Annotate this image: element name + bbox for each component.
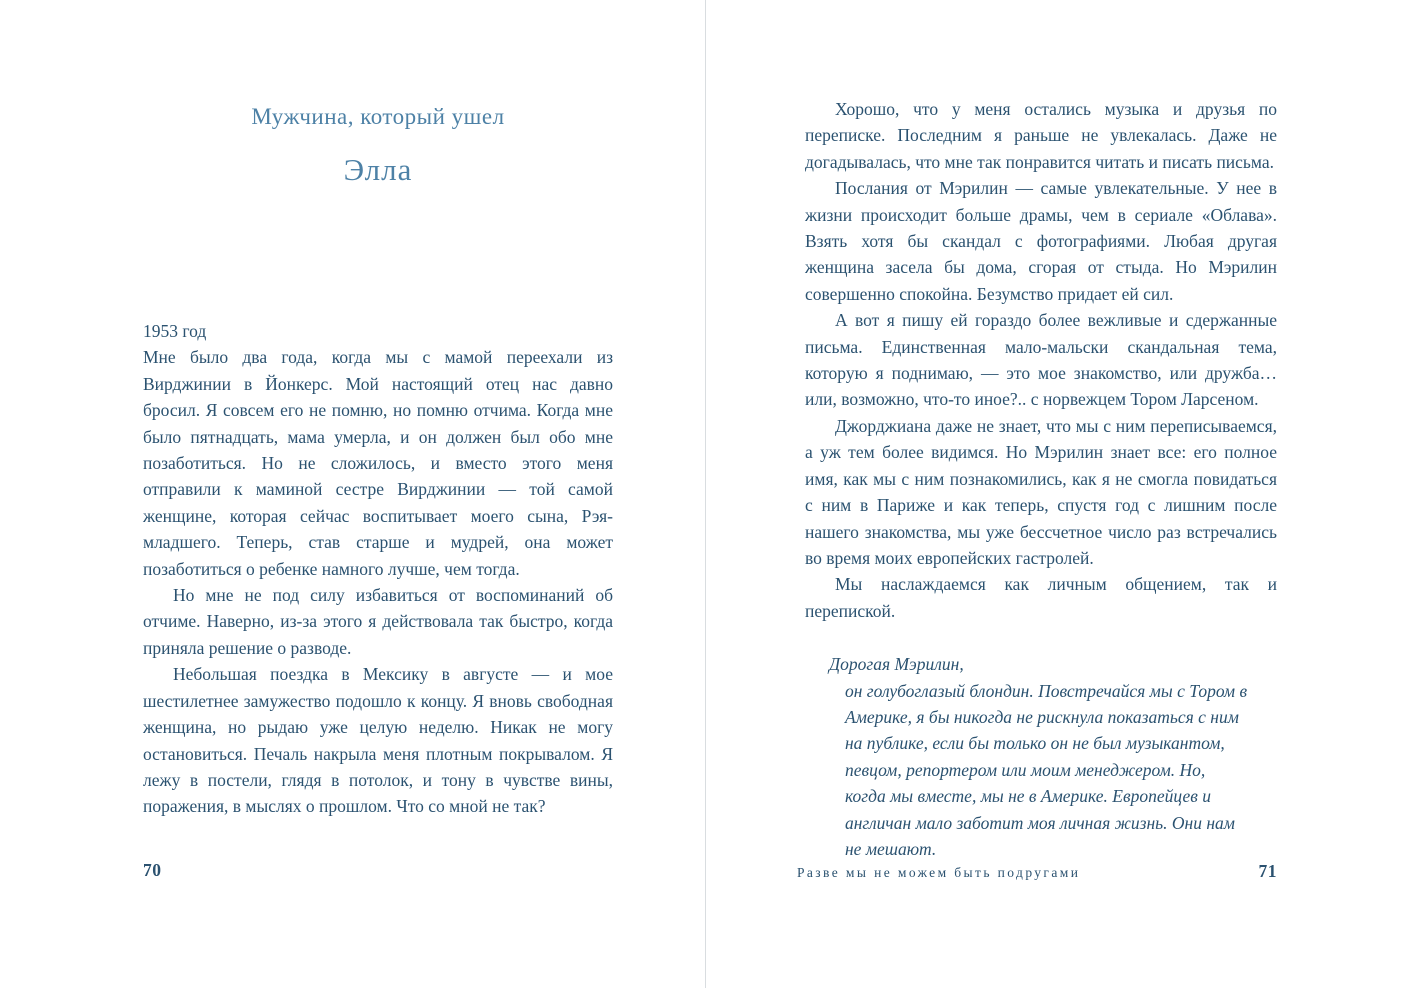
paragraph: Хорошо, что у меня остались музыка и друзья по переписке. Последним я раньше не увлекалась. Даже не догадывалась, что мне так понравится читать и писать письма. — [805, 99, 1277, 172]
letter-excerpt — [805, 651, 1277, 862]
section-heading: 1953 год — [143, 321, 207, 341]
page-divider — [705, 0, 706, 988]
right-page-text — [805, 96, 1277, 862]
chapter-title: Мужчина, который ушел — [251, 104, 505, 129]
right-page-footer — [797, 861, 1277, 882]
letter-salutation: Дорогая Мэрилин, — [829, 654, 964, 675]
paragraph: Но мне не под силу избавиться от воспоминаний об отчиме. Наверно, из-за этого я действовала так быстро, когда приняла решение о разводе. — [143, 585, 613, 658]
paragraph: Небольшая поездка в Мексику в августе — и мое шестилетнее замужество подошло к концу. Я вновь свободная женщина, но рыдаю уже целую неделю. Никак не могу остановиться. Печаль накрыла меня плотным покрывалом. Я лежу в постели, глядя в потолок, и тону в чувстве вины, поражения, в мыслях о прошлом. Что со мной не так? — [143, 664, 613, 817]
paragraph: Мы наслаждаемся как личным общением, так и перепиской. — [805, 574, 1277, 621]
paragraph: А вот я пишу ей гораздо более вежливые и сдержанные письма. Единственная мало-мальски скандальная тема, которую я поднимаю, — это мое знакомство, или дружба… или, возможно, что-то иное?.. с норвежцем Тором Ларсеном. — [805, 310, 1277, 410]
page-right — [797, 0, 1277, 988]
page-number-right: 71 — [1258, 861, 1277, 881]
chapter-subtitle: Элла — [343, 152, 413, 187]
left-page-text — [143, 318, 613, 820]
paragraph: Послания от Мэрилин — самые увлекательные. У нее в жизни происходит больше драмы, чем в сериале «Облава». Взять хотя бы скандал с фотографиями. Любая другая женщина засела бы дома, сгорая от стыда. Но Мэрилин совершенно спокойна. Безумство придает ей сил. — [805, 178, 1277, 304]
letter-body: он голубоглазый блондин. Повстречайся мы с Тором в Америке, я бы никогда не рискнула показаться с ним на публике, если бы только он не был музыкантом, певцом, репортером или моим менеджером. Но, когда мы вместе, мы не в Америке. Европейцев и англичан мало заботит моя личная жизнь. Они нам не мешают. — [845, 680, 1248, 859]
page-left — [143, 0, 613, 988]
paragraph: Джорджиана даже не знает, что мы с ним переписываемся, а уж тем более видимся. Но Мэрилин знает все: его полное имя, как мы с ним познакомились, как я не смогла повидаться с ним в Париже и как теперь, спустя год с лишним после нашего знакомства, мы уже бессчетное число раз встречались во время моих европейских гастролей. — [805, 415, 1277, 568]
page-number-left: 70 — [143, 860, 162, 880]
running-title: Разве мы не можем быть подругами — [797, 865, 1081, 880]
paragraph: Мне было два года, когда мы с мамой переехали из Вирджинии в Йонкерс. Мой настоящий отец нас давно бросил. Я совсем его не помню, но помню отчима. Когда мне было пятнадцать, мама умерла, и он должен был обо мне позаботиться. Но не сложилось, и вместо этого меня отправили к маминой сестре Вирджинии — той самой женщине, которая сейчас воспитывает моего сына, Рэя-младшего. Теперь, став старше и мудрей, она может позаботиться о ребенке намного лучше, чем тогда. — [143, 347, 613, 579]
